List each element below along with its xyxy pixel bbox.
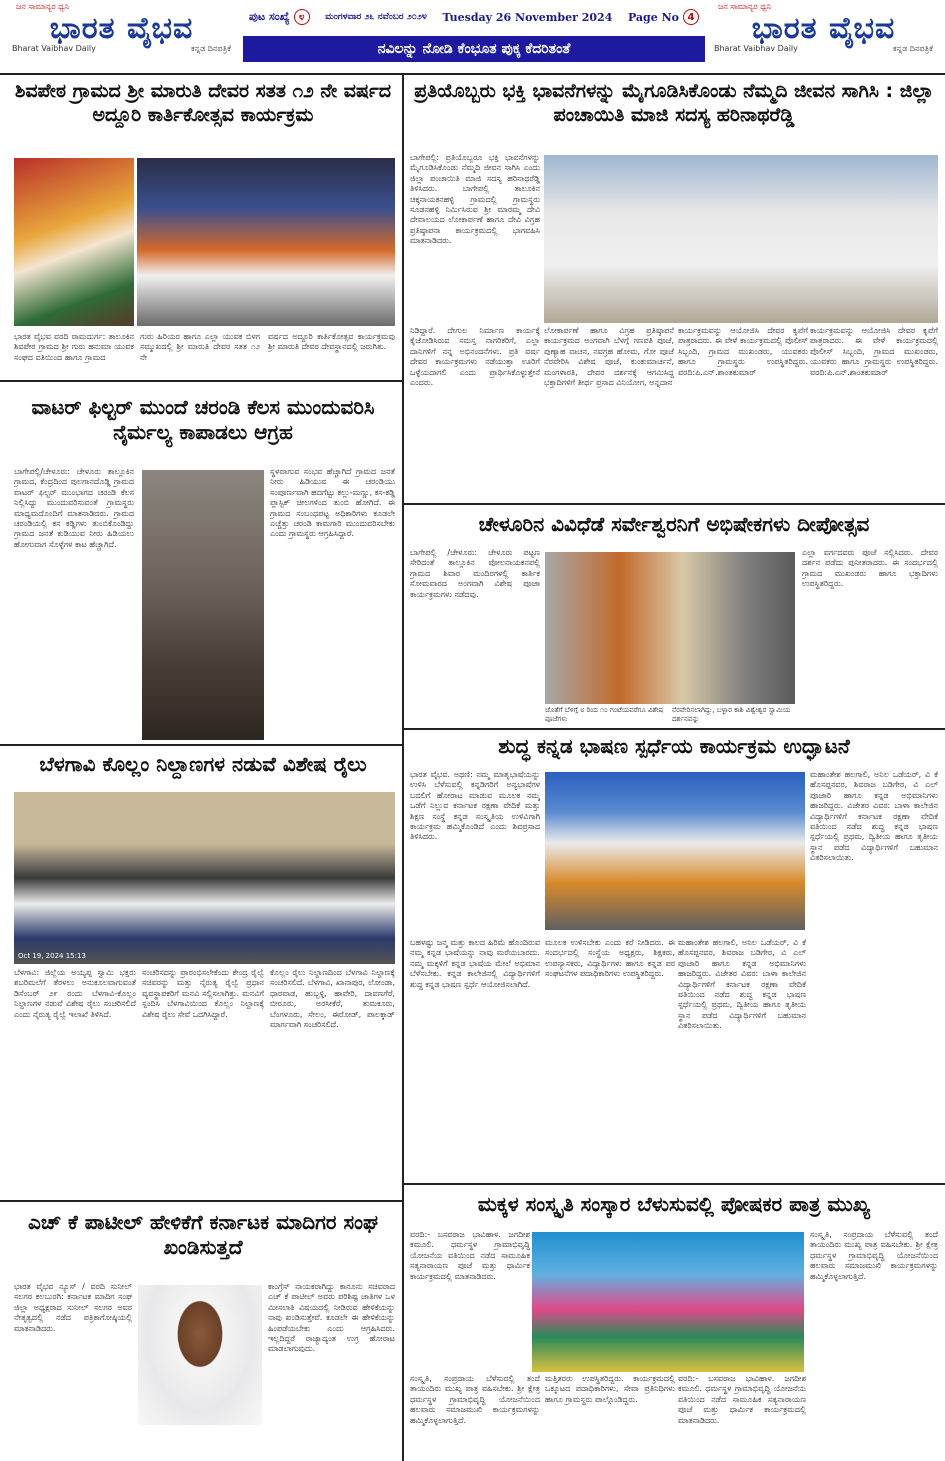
article-3-body-col1: ಬಾಗೇಪಲ್ಲಿ/ಚೇಳೂರು: ಚೇಳೂರು ತಾಲ್ಲೂಕಿನ ಗ್ರಾಮದ, ಕೆಂದ್ರದಿಂದ ಪುಲಗಾನದೊಡ್ಡಿ ಗ್ರಾಮದ ವಾಟರ್ ಫಿಲ್ಟರ್ ಮುಂಭಾಗದ ಚರಂಡಿ ಕೆಲಸ ನಿಲ್ಲಿಸಿದ್ದು ಮುಂದುವರಿಸುವಂತೆ ಗ್ರಾಮಸ್ಥರು ಮಾಧ್ಯಮದೊಂದಿಗೆ ಮಾತನಾಡಿದರು. ಗ್ರಾಮದ ಚರಂಡಿಯಲ್ಲಿ ಕಸ ಕಡ್ಡಿಗಳು ತುಂಬಿಕೊಂಡಿದ್ದು ಗ್ರಾಮದ ಜನತೆ ಕುಡಿಯುವ ನೀರು ಹಿಡಿಯಲು ಹೋಗುವಾಗ ಸೊಳ್ಳೆಗಳ ಕಾಟ ಹೆಚ್ಚಾಗಿದೆ. xyxy=(14,467,134,549)
photo-portrait xyxy=(138,1285,262,1425)
photo-deity-decoration xyxy=(14,158,134,326)
photo-drain xyxy=(142,470,264,740)
article-1-body-col1: ಭಾರತ ವೈಭವ ವರದಿ ರಾಮದುರ್ಗ: ತಾಲೂಕಿನ ಶಿವಪೇಠ ಗ್ರಾಮದ ಶ್ರೀ ಗುರು ಹನುಮಾ ಯುವಕ ಸಂಘದ ವತಿಯಿಂದ ಹಾಗೂ ಗ್ರಾಮದ xyxy=(14,332,134,362)
photo-temple-inauguration xyxy=(544,155,938,323)
page-number: 4 xyxy=(683,9,699,25)
photo-caption-right: ನೆರವೇರಿಸಲಾಗಿದ್ದು, ಬಳ್ಳಾರ ಕಾಶಿ ವಿಶ್ವೇಶ್ವರ ಸ್ವಾಮಿಯ ದರ್ಶನವನ್ನು xyxy=(672,706,791,724)
logo-subtitle-en-right: Bharat Vaibhav Daily xyxy=(714,44,798,53)
article-8-body-col3: ಸಂಸ್ಕೃತಿ, ಸಂಪ್ರದಾಯ ಬೆಳೆಸುವಲ್ಲಿ ತಂದೆ ತಾಯಂದಿರು ಮುಖ್ಯ ಪಾತ್ರ ವಹಿಸಬೇಕು. ಶ್ರೀ ಕ್ಷೇತ್ರ ಧರ್ಮಸ್ಥಳ ಗ್ರಾಮಾಭಿವೃದ್ಧಿ ಯೋಜನೆಯಿಂದ ಹಲವಾರು ಸಮಾಜಮುಖಿ ಕಾರ್ಯಕ್ರಮಗಳನ್ನು ಹಮ್ಮಿಕೊಳ್ಳಲಾಗುತ್ತಿದೆ. xyxy=(810,1230,938,1281)
article-7-body-col2: ಕಾಂಗ್ರೆಸ್ ನಾಯಕರಾಗಿದ್ದು ಕಾನೂನು ಸಚಿವರಾದ ಎಚ್ ಕೆ ಪಾಟೀಲ್ ಅವರು ಪರಿಶಿಷ್ಟ ಜಾತಿಗಳ ಒಳ ಮೀಸಲಾತಿ ವಿಷಯದಲ್ಲಿ ನೀಡಿರುವ ಹೇಳಿಕೆಯನ್ನು ನಾವು ಖಂಡಿಸುತ್ತೇವೆ. ಕೂಡಲೇ ಈ ಹೇಳಿಕೆಯನ್ನು ಹಿಂಪಡೆಯಬೇಕು ಎಂದು ಆಗ್ರಹಿಸಿದರು. ಇಲ್ಲದಿದ್ದರೆ ರಾಜ್ಯಾದ್ಯಂತ ಉಗ್ರ ಹೋರಾಟ ಮಾಡಲಾಗುವುದು. xyxy=(268,1282,395,1354)
headline-article-3: ವಾಟರ್ ಫಿಲ್ಟರ್ ಮುಂದೆ ಚರಂಡಿ ಕೆಲಸ ಮುಂದುವರಿಸಿ ನೈರ್ಮಲ್ಯ ಕಾಪಾಡಲು ಆಗ್ರಹ xyxy=(31,395,375,444)
issue-label: ಪುಟ ಸಂಖ್ಯೆ xyxy=(249,10,290,23)
page-label: Page No xyxy=(627,10,679,24)
logo-subtitle-kn-right: ಕನ್ನಡ ದಿನಪತ್ರಿಕೆ xyxy=(892,44,933,53)
article-6-body-col2: ಬಹಳಷ್ಟು ಜನ್ಮ ಮತ್ತು ಕಾಲದ ಹಿರಿಮೆ ಹೊಂದಿರುವ ನಮ್ಮ ಕನ್ನಡ ಭಾಷೆಯನ್ನು ನಾವು ಮರೆಯಬಾರದು. ನಮ್ಮ ಮಕ್ಕಳಿಗೆ ಕನ್ನಡ ಭಾಷೆಯ ಮೇಲೆ ಅಭಿಮಾನ ಬೆಳೆಸಬೇಕು. ಕನ್ನಡ ಕಾಲೇಜಿನಲ್ಲಿ ವಿದ್ಯಾರ್ಥಿಗಳಿಗೆ ಶುದ್ಧ ಕನ್ನಡ ಭಾಷಣ ಸ್ಪರ್ಧೆ ಆಯೋಜಿಸಲಾಗಿದೆ. xyxy=(410,938,540,989)
photo-caption-left: ಜೊತೆಗೆ ಬೆಳಿಗ್ಗೆ ೮ ರಿಂದ ೧೦ ಗಂಟೆಯವರೆಗೂ ವಿಶೇಷ ಪೂಜೆಗಳು xyxy=(545,706,664,724)
headline-article-6: ಶುದ್ಧ ಕನ್ನಡ ಭಾಷಣ ಸ್ಪರ್ಧೆಯ ಕಾರ್ಯಕ್ರಮ ಉದ್ಘಾಟನೆ xyxy=(498,734,850,758)
article-2-body-col1: ಬಾಗೇಪಲ್ಲಿ: ಪ್ರತಿಯೊಬ್ಬರೂ ಭಕ್ತಿ ಭಾವನೆಗಳನ್ನು ಮೈಗೂಡಿಸಿಕೊಂಡು ನೆಮ್ಮದಿ ಜೀವನ ಸಾಗಿಸಿ ಎಂದು ಜಿಲ್ಲಾ ಪಂಚಾಯಿತಿ ಮಾಜಿ ಸದಸ್ಯ ಹರಿನಾಥರೆಡ್ಡಿ ತಿಳಿಸಿದರು. ಬಾಗೇಪಲ್ಲಿ ತಾಲೂಕಿನ ಚಿಕ್ಕನಾಯಕನಹಳ್ಳಿ ಗ್ರಾಮದಲ್ಲಿ ಗ್ರಾಮಸ್ಥರು ಸೂಡನಹಳ್ಳಿ ನಿರ್ಮಿಸಿರುವ ಶ್ರೀ ಮಾರಮ್ಮ ದೇವಿ ದೇವಾಲಯದ ಲೋಕಾರ್ಪಣೆ ಹಾಗೂ ದೇವಿ ವಿಗ್ರಹ ಪ್ರತಿಷ್ಠಾಪನಾ ಕಾರ್ಯಕ್ರಮದಲ್ಲಿ ಭಾಗವಹಿಸಿ ಮಾತನಾಡಿದರು. xyxy=(410,153,540,246)
photo-children-program xyxy=(532,1232,804,1372)
masthead-logo-right xyxy=(706,2,941,72)
article-6-body-col3a: ಮೂಲಕ ಉಳಿಸಬೇಕು ಎಂದು ಕರೆ ನೀಡಿದರು. ಈ ಸಂದರ್ಭದಲ್ಲಿ ಸಂಸ್ಥೆಯ ಅಧ್ಯಕ್ಷರು, ಶಿಕ್ಷಕರು, ಉಪನ್ಯಾಸಕರು, ವಿದ್ಯಾರ್ಥಿಗಳು ಹಾಗೂ ಕನ್ನಡ ಪರ ಸಂಘಟನೆಗಳ ಪದಾಧಿಕಾರಿಗಳು ಉಪಸ್ಥಿತರಿದ್ದರು. xyxy=(545,938,675,979)
logo-text-right: ಭಾರತ ವೈಭವ xyxy=(751,11,896,46)
photo-kannada-speech-event xyxy=(545,772,805,930)
article-5-body-col2: ಸಂಚರಿಸದನ್ನು ಪ್ರಾರಂಭಿಸಲೇಕೆಂದು ಕೇಂದ್ರ ರೈಲ್ವೆ ಸಚಿವರನ್ನು ಮತ್ತು ನೈರುತ್ಯ ರೈಲ್ವೆ ಪ್ರಧಾನ ವ್ಯವಸ್ಥಾಪಕರಿಗೆ ಮನವಿ ಸಲ್ಲಿಸಲಾಗಿತ್ತು. ಮನವಿಗೆ ಸ್ಪಂದಿಸಿ ಬೆಳಗಾವಿಯಿಂದ ಕೊಲ್ಲಂ ನಿಲ್ದಾಣಕ್ಕೆ ವಿಶೇಷ ರೈಲು ಸೇವೆ ಒದಗಿಸಿದ್ದಾರೆ. xyxy=(142,968,264,1019)
logo-subtitle-en: Bharat Vaibhav Daily xyxy=(12,44,96,53)
article-8-body-col2b: ವರದಿ:- ಬಸವರಾಜ ಭಾವಿಹಾಳ. ಜಗದೀಶ ಕಮೂಲಿ. ಧರ್ಮಸ್ಥಳ ಗ್ರಾಮಾಭಿವೃದ್ಧಿ ಯೋಜನೆಯ ವತಿಯಿಂದ ನಡೆದ ಸಾಮೂಹಿಕ ಸತ್ಯನಾರಾಯಣ ಪೂಜೆ ಮತ್ತು ಧಾರ್ಮಿಕ ಕಾರ್ಯಕ್ರಮದಲ್ಲಿ ಮಾತನಾಡಿದರು. xyxy=(678,1374,806,1425)
headline-article-5: ಬೆಳಗಾವಿ ಕೊಲ್ಲಂ ನಿಲ್ದಾಣಗಳ ನಡುವೆ ವಿಶೇಷ ರೈಲು xyxy=(39,752,367,776)
article-6-body-col4: ಮಹಾಂತೇಶ ಹಲಗಾಲಿ, ಅನಿಲ ಒಡೆಯರ್, ವಿ ಕೆ ಹೊಸಪ್ಪನವರ, ಶಿವರಾಜ ಬಡಿಗೇರ, ವಿ ಎಲ್ ಪೂಜಾರಿ ಹಾಗೂ ಕನ್ನಡ ಅಭಿಮಾನಿಗಳು ಹಾಜರಿದ್ದರು. ವಿಜೇತರ ವಿವರ: ಬಾಳಾ ಕಾಲೇಜಿನ ವಿದ್ಯಾರ್ಥಿಗಳಿಗೆ ಕರ್ನಾಟಕ ರಕ್ಷಣಾ ವೇದಿಕೆ ವತಿಯಿಂದ ನಡೆದ ಶುದ್ಧ ಕನ್ನಡ ಭಾಷಣ ಸ್ಪರ್ಧೆಯಲ್ಲಿ ಪ್ರಥಮ, ದ್ವಿತೀಯ ಹಾಗೂ ತೃತೀಯ ಸ್ಥಾನ ಪಡೆದ ವಿದ್ಯಾರ್ಥಿಗಳಿಗೆ ಬಹುಮಾನ ವಿತರಿಸಲಾಯಿತು. xyxy=(810,770,938,863)
article-1-body-col2: ಗುರು ಹಿರಿಯರ ಹಾಗೂ ಎಲ್ಲಾ ಯುವಕ ಬಿಳಗ ಸಮ್ಮುಖದಲ್ಲಿ ಶ್ರೀ ಮಾರುತಿ ದೇವರ ಸತತ ೧೨ ನೇ xyxy=(140,332,260,362)
logo-subtitle-kn: ಕನ್ನಡ ದಿನಪತ್ರಿಕೆ xyxy=(190,44,231,53)
date-kannada: ಮಂಗಳವಾರ ೨೬ ನವೆಂಬರ ೨೦೨೪ xyxy=(325,12,427,22)
masthead-logo-left xyxy=(4,2,239,72)
article-5-body-col3: ಕೊಲ್ಲಂ ರೈಲು ನಿಲ್ದಾಣದಿಂದ ಬೆಳಗಾವಿ ನಿಲ್ದಾಣಕ್ಕೆ ಸಂಚರಿಸಲಿದೆ. ಬೆಳಗಾವಿ, ಖಾನಾಪುರ, ಲೋಂಡಾ, ಧಾರವಾಡ, ಹುಬ್ಬಳ್ಳಿ, ಹಾವೇರಿ, ದಾವಣಗೆರೆ, ಬೀರೂರು, ಅರಸೀಕೆರೆ, ತುಮಕೂರು, ಬೆಂಗಳೂರು, ಸೇಲಂ, ಈರೋಡ್, ಪಾಲಕ್ಕಾಡ್ ಮಾರ್ಗವಾಗಿ ಸಂಚರಿಸಲಿದೆ. xyxy=(270,968,395,1029)
masthead-small-top-right: ಜನ ಸಾಮಾನ್ಯರ ಧ್ವನಿ xyxy=(718,2,772,11)
article-1-body-col3: ವರ್ಷದ ಅದ್ದೂರಿ ಕಾರ್ತಿಕೋತ್ಸವ ಕಾರ್ಯಕ್ರಮವು ಶ್ರೀ ಮಾರುತಿ ದೇವರ ದೇವಸ್ಥಾನದಲ್ಲಿ ಜರುಗಿತು. xyxy=(268,332,395,352)
article-4-body-col1: ಬಾಗೇಪಲ್ಲಿ /ಚೇಳೂರು: ಚೇಳೂರು ಪಟ್ಟಣ ಸೇರಿದಂತೆ ತಾಲ್ಲೂಕಿನ ಪೋಲನಾಯಕನಪಲ್ಲಿ ಗ್ರಾಮದ ಶಿವಾರ ಮಂದಿರಗಳಲ್ಲಿ ಕಾರ್ತಿಕ ಸೋಮವಾರದ ಅಂಗವಾಗಿ ವಿಶೇಷ ಪೂಜಾ ಕಾರ್ಯಕ್ರಮಗಳು ನಡೆದವು. xyxy=(410,548,540,599)
headline-article-8: ಮಕ್ಕಳ ಸಂಸ್ಕೃತಿ ಸಂಸ್ಕಾರ ಬೆಳುಸುವಲ್ಲಿ ಪೋಷಕರ ಪಾತ್ರ ಮುಖ್ಯ xyxy=(477,1192,871,1216)
article-8-body-col1: ವರದಿ:- ಬಸವರಾಜ ಭಾವಿಹಾಳ. ಜಗದೀಶ ಕಮೂಲಿ. ಧರ್ಮಸ್ಥಳ ಗ್ರಾಮಾಭಿವೃದ್ಧಿ ಯೋಜನೆಯ ವತಿಯಿಂದ ನಡೆದ ಸಾಮೂಹಿಕ ಸತ್ಯನಾರಾಯಣ ಪೂಜೆ ಮತ್ತು ಧಾರ್ಮಿಕ ಕಾರ್ಯಕ್ರಮದಲ್ಲಿ ಮಾತನಾಡಿದರು. xyxy=(410,1230,530,1281)
issue-bar xyxy=(243,3,705,31)
article-6-body-col3b: ಮಹಾಂತೇಶ ಹಲಗಾಲಿ, ಅನಿಲ ಒಡೆಯರ್, ವಿ ಕೆ ಹೊಸಪ್ಪನವರ, ಶಿವರಾಜ ಬಡಿಗೇರ, ವಿ ಎಲ್ ಪೂಜಾರಿ ಹಾಗೂ ಕನ್ನಡ ಅಭಿಮಾನಿಗಳು ಹಾಜರಿದ್ದರು. ವಿಜೇತರ ವಿವರ: ಬಾಳಾ ಕಾಲೇಜಿನ ವಿದ್ಯಾರ್ಥಿಗಳಿಗೆ ಕರ್ನಾಟಕ ರಕ್ಷಣಾ ವೇದಿಕೆ ವತಿಯಿಂದ ನಡೆದ ಶುದ್ಧ ಕನ್ನಡ ಭಾಷಣ ಸ್ಪರ್ಧೆಯಲ್ಲಿ ಪ್ರಥಮ, ದ್ವಿತೀಯ ಹಾಗೂ ತೃತೀಯ ಸ್ಥಾನ ಪಡೆದ ವಿದ್ಯಾರ್ಥಿಗಳಿಗೆ ಬಹುಮಾನ ವಿತರಿಸಲಾಯಿತು. xyxy=(678,938,806,1031)
article-2-body-col4: ಕಾರ್ಯಕ್ರಮವನ್ನು ಆಯೋಜಿಸಿ ದೇವರ ಕೃಪೆಗೆ ಪಾತ್ರರಾದರು. ಈ ವೇಳೆ ಕಾರ್ಯಕ್ರಮದಲ್ಲಿ ಪೊಲೀಸ್ ಸಿಬ್ಬಂದಿ, ಗ್ರಾಮದ ಮುಖಂಡರು, ಯುವಕರು ಹಾಗೂ ಗ್ರಾಮಸ್ಥರು ಉಪಸ್ಥಿತರಿದ್ದರು. ವರದಿ:ಪಿ.ಎನ್.ಶಾಂತಕುಮಾರ್ xyxy=(678,326,808,377)
column-divider xyxy=(402,75,404,1461)
logo-text: ಭಾರತ ವೈಭವ xyxy=(49,11,194,46)
headline-article-2: ಪ್ರತಿಯೊಬ್ಬರು ಭಕ್ತಿ ಭಾವನೆಗಳನ್ನು ಮೈಗೂಡಿಸಿಕೊಂಡು ನೆಮ್ಮದಿ ಜೀವನ ಸಾಗಿಸಿ : ಜಿಲ್ಲಾ ಪಂಚಾಯಿತಿ ಮಾಜಿ ಸದಸ್ಯ ಹರಿನಾಥರೆಡ್ಡಿ xyxy=(414,80,934,126)
article-7-body-col1: ಭಾರತ ವೈಭವ ನ್ಯೂಸ್ / ವರದಿ ಸುನೀಲ್ ಸಲಗರ ಕಲಬುರಗಿ: ಕರ್ನಾಟಕ ಮಾದಿಗ ಸಂಘ ಜಿಲ್ಲಾ ಅಧ್ಯಕ್ಷರಾದ ಸುನೀಲ್ ಸಲಗರ ಅವರ ನೇತೃತ್ವದಲ್ಲಿ ನಡೆದ ಪತ್ರಿಕಾಗೋಷ್ಠಿಯಲ್ಲಿ ಮಾತನಾಡಿದರು. xyxy=(14,1282,132,1333)
headline-article-4: ಚೇಳೂರಿನ ವಿವಿಧೆಡೆ ಸರ್ವೇಶ್ವರನಿಗೆ ಅಭಿಷೇಕಗಳು ದೀಪೋತ್ಸವ xyxy=(478,512,870,536)
photo-railway-meeting xyxy=(14,792,395,964)
article-4-body-col2: ಎಲ್ಲಾ ವರ್ಗದವರು ಪೂಜೆ ಸಲ್ಲಿಸಿದರು. ದೇವರ ದರ್ಶನ ಪಡೆದು ಪುನೀತರಾದರು. ಈ ಸಂದರ್ಭದಲ್ಲಿ ಗ್ರಾಮದ ಮುಖಂಡರು ಹಾಗೂ ಭಕ್ತಾದಿಗಳು ಉಪಸ್ಥಿತರಿದ್ದರು. xyxy=(802,548,938,589)
article-8-body-col1b: ಸಂಸ್ಕೃತಿ, ಸಂಪ್ರದಾಯ ಬೆಳೆಸುವಲ್ಲಿ ತಂದೆ ತಾಯಂದಿರು ಮುಖ್ಯ ಪಾತ್ರ ವಹಿಸಬೇಕು. ಶ್ರೀ ಕ್ಷೇತ್ರ ಧರ್ಮಸ್ಥಳ ಗ್ರಾಮಾಭಿವೃದ್ಧಿ ಯೋಜನೆಯಿಂದ ಹಲವಾರು ಸಮಾಜಮುಖಿ ಕಾರ್ಯಕ್ರಮಗಳನ್ನು ಹಮ್ಮಿಕೊಳ್ಳಲಾಗುತ್ತಿದೆ. xyxy=(410,1374,540,1425)
article-2-body-col3: ಲೋಕಾರ್ಪಣೆ ಹಾಗೂ ವಿಗ್ರಹ ಪ್ರತಿಷ್ಠಾಪನೆ ಕಾರ್ಯಕ್ರಮದ ಅಂಗವಾಗಿ ಬೆಳಗ್ಗೆ ಗಣಪತಿ ಪೂಜೆ, ಪುಣ್ಯಾಹ ವಾಚನ, ನವಗ್ರಹ ಹೋಮ, ಗೋ ಪೂಜೆ ನೆರವೇರಿಸಿ ವಿಶೇಷ ಪೂಜೆ, ಕುಂಕುಮಾರ್ಚನೆ, ಮಂಗಳಾರತಿ, ದೇವರ ದರ್ಶನಕ್ಕೆ ಆಗಮಿಸಿದ್ದ ಭಕ್ತಾದಿಗಳಿಗೆ ತೀರ್ಥ ಪ್ರಸಾದ ವಿನಿಯೋಗ, ಅನ್ನದಾನ xyxy=(544,326,674,387)
article-2-body-col5: ಕಾರ್ಯಕ್ರಮವನ್ನು ಆಯೋಜಿಸಿ ದೇವರ ಕೃಪೆಗೆ ಪಾತ್ರರಾದರು. ಈ ವೇಳೆ ಕಾರ್ಯಕ್ರಮದಲ್ಲಿ ಪೊಲೀಸ್ ಸಿಬ್ಬಂದಿ, ಗ್ರಾಮದ ಮುಖಂಡರು, ಯುವಕರು ಹಾಗೂ ಗ್ರಾಮಸ್ಥರು ಉಪಸ್ಥಿತರಿದ್ದರು. ವರದಿ:ಪಿ.ಎನ್.ಶಾಂತಕುಮಾರ್ xyxy=(810,326,938,377)
photo-timestamp: Oct 19, 2024 15:13 xyxy=(18,952,86,960)
article-3-body-col2: ಸ್ಥಳವಾಗುವ ಸಂಭವ ಹೆಚ್ಚಾಗಿದೆ ಗ್ರಾಮದ ಜನತೆ ನೀರು ಹಿಡಿಯುವ ಈ ಚರಂಡಿಯು ಸಂಪೂರ್ಣವಾಗಿ ಹದಗೆಟ್ಟು ಕಲ್ಲು-ಮಣ್ಣು, ಕಸ-ಕಡ್ಡಿ ಪ್ಲಾಸ್ಟಿಕ್ ಚೀಲಗಳಿಂದ ತುಂಬಿ ಹೋಗಿದೆ. ಈ ಗ್ರಾಮದ ಸಂಬಂಧಪಟ್ಟ ಅಧಿಕಾರಿಗಳು ಕೂಡಲೇ ಎಚ್ಚೆತ್ತು ಚರಂಡಿ ಕಾಮಗಾರಿ ಮುಂದುವರಿಸಬೇಕು ಎಂದು ಗ್ರಾಮಸ್ಥರು ಆಗ್ರಹಿಸಿದ್ದಾರೆ. xyxy=(270,467,395,539)
issue-number: ೪ xyxy=(294,9,310,25)
article-2-body-col2: ನಿಡಿದ್ದಾರೆ. ದೇಗುಲ ನಿರ್ಮಾಣ ಕಾರ್ಯಕ್ಕೆ ಕೈಜೋಡಿಸಿರುವ ಸಮಸ್ತ ನಾಗರಿಕರಿಗೆ, ಎಲ್ಲಾ ದಾನಿಗಳಿಗೆ ನನ್ನ ಅಭಿನಂದನೆಗಳು. ಪ್ರತಿ ವರ್ಷ ದೇವರ ಕಾರ್ಯಕ್ರಮಗಳು ನಡೆಯುತ್ತಾ ಊರಿಗೆ ಒಳ್ಳೆಯದಾಗಲಿ ಎಂದು ಪ್ರಾರ್ಥಿಸಿಕೊಳ್ಳುತ್ತೇನೆ ಎಂದರು. xyxy=(410,326,540,387)
date-english: Tuesday 26 November 2024 xyxy=(442,10,613,24)
headline-article-1: ಶಿವಪೇಠ ಗ್ರಾಮದ ಶ್ರೀ ಮಾರುತಿ ದೇವರ ಸತತ ೧೨ ನೇ ವರ್ಷದ ಅದ್ದೂರಿ ಕಾರ್ತಿಕೋತ್ಸವ ಕಾರ್ಯಕ್ರಮ xyxy=(14,80,392,126)
article-6-body-col1: ಭಾರತ ವೈಭವ. ಅಥಣಿ: ನಮ್ಮ ಮಾತೃಭಾಷೆಯನ್ನು ಉಳಿಸಿ ಬೆಳೆಸುವಲ್ಲಿ ಕನ್ನಡಿಗರಿಗೆ ಅನ್ಯಭಾಷೆಗಳ ಬದಲಿಗೆ ಹೋರಾಟ ಮಾಡುವ ಮೂಲಕ ನಮ್ಮ ಒಡೆಗೆ ನಿಲ್ಲುವ ಕರ್ನಾಟಕ ರಕ್ಷಣಾ ವೇದಿಕೆ ಮತ್ತು ಶಿಕ್ಷಣ ಸಂಸ್ಥೆ ಕನ್ನಡ ಸಂಸ್ಕೃತಿಯ ಉಳಿವಿಗಾಗಿ ಕಾರ್ಯಕ್ರಮ ಹಮ್ಮಿಕೊಂಡಿದೆ ಎಂದು ಶಿವಪ್ರಸಾದ ತಿಳಿಸಿದರು. xyxy=(410,770,540,842)
tagline-banner: ನವಿಲನ್ನು ನೋಡಿ ಕೆಂಭೂತ ಪುಕ್ಕ ಕೆದರಿತಂತೆ xyxy=(243,36,705,62)
headline-article-7: ಎಚ್ ಕೆ ಪಾಟೀಲ್ ಹೇಳಿಕೆಗೆ ಕರ್ನಾಟಕ ಮಾದಿಗರ ಸಂಘ ಖಂಡಿಸುತ್ತದೆ xyxy=(28,1210,378,1259)
masthead-small-top: ಜನ ಸಾಮಾನ್ಯರ ಧ್ವನಿ xyxy=(16,2,70,11)
photo-deepotsava xyxy=(545,552,795,704)
article-8-body-col2a: ಮತ್ತಿತರರು ಉಪಸ್ಥಿತರಿದ್ದರು. ಕಾರ್ಯಕ್ರಮದಲ್ಲಿ ಒಕ್ಕೂಟದ ಪದಾಧಿಕಾರಿಗಳು, ಸೇವಾ ಪ್ರತಿನಿಧಿಗಳು ಹಾಗೂ ಗ್ರಾಮಸ್ಥರು ಪಾಲ್ಗೊಂಡಿದ್ದರು. xyxy=(545,1374,675,1404)
article-5-body-col1: ಬೆಳಗಾವಿ: ಜಿಲ್ಲೆಯ ಅಯ್ಯಪ್ಪ ಸ್ವಾಮಿ ಭಕ್ತರು ಶಬರಿಮಲೆಗೆ ತೆರಳಲು ಅನುಕೂಲವಾಗುವಂತೆ ಡಿಸೆಂಬರ್ ೨೯ ರಂದು ಬೆಳಗಾವಿ-ಕೊಲ್ಲಂ ನಿಲ್ದಾಣಗಳ ನಡುವೆ ವಿಶೇಷ ರೈಲು ಸಂಚರಿಸಲಿದೆ ಎಂದು ನೈರುತ್ಯ ರೈಲ್ವೆ ಇಲಾಖೆ ತಿಳಿಸಿದೆ. xyxy=(14,968,136,1019)
photo-temple-gathering xyxy=(137,158,395,326)
